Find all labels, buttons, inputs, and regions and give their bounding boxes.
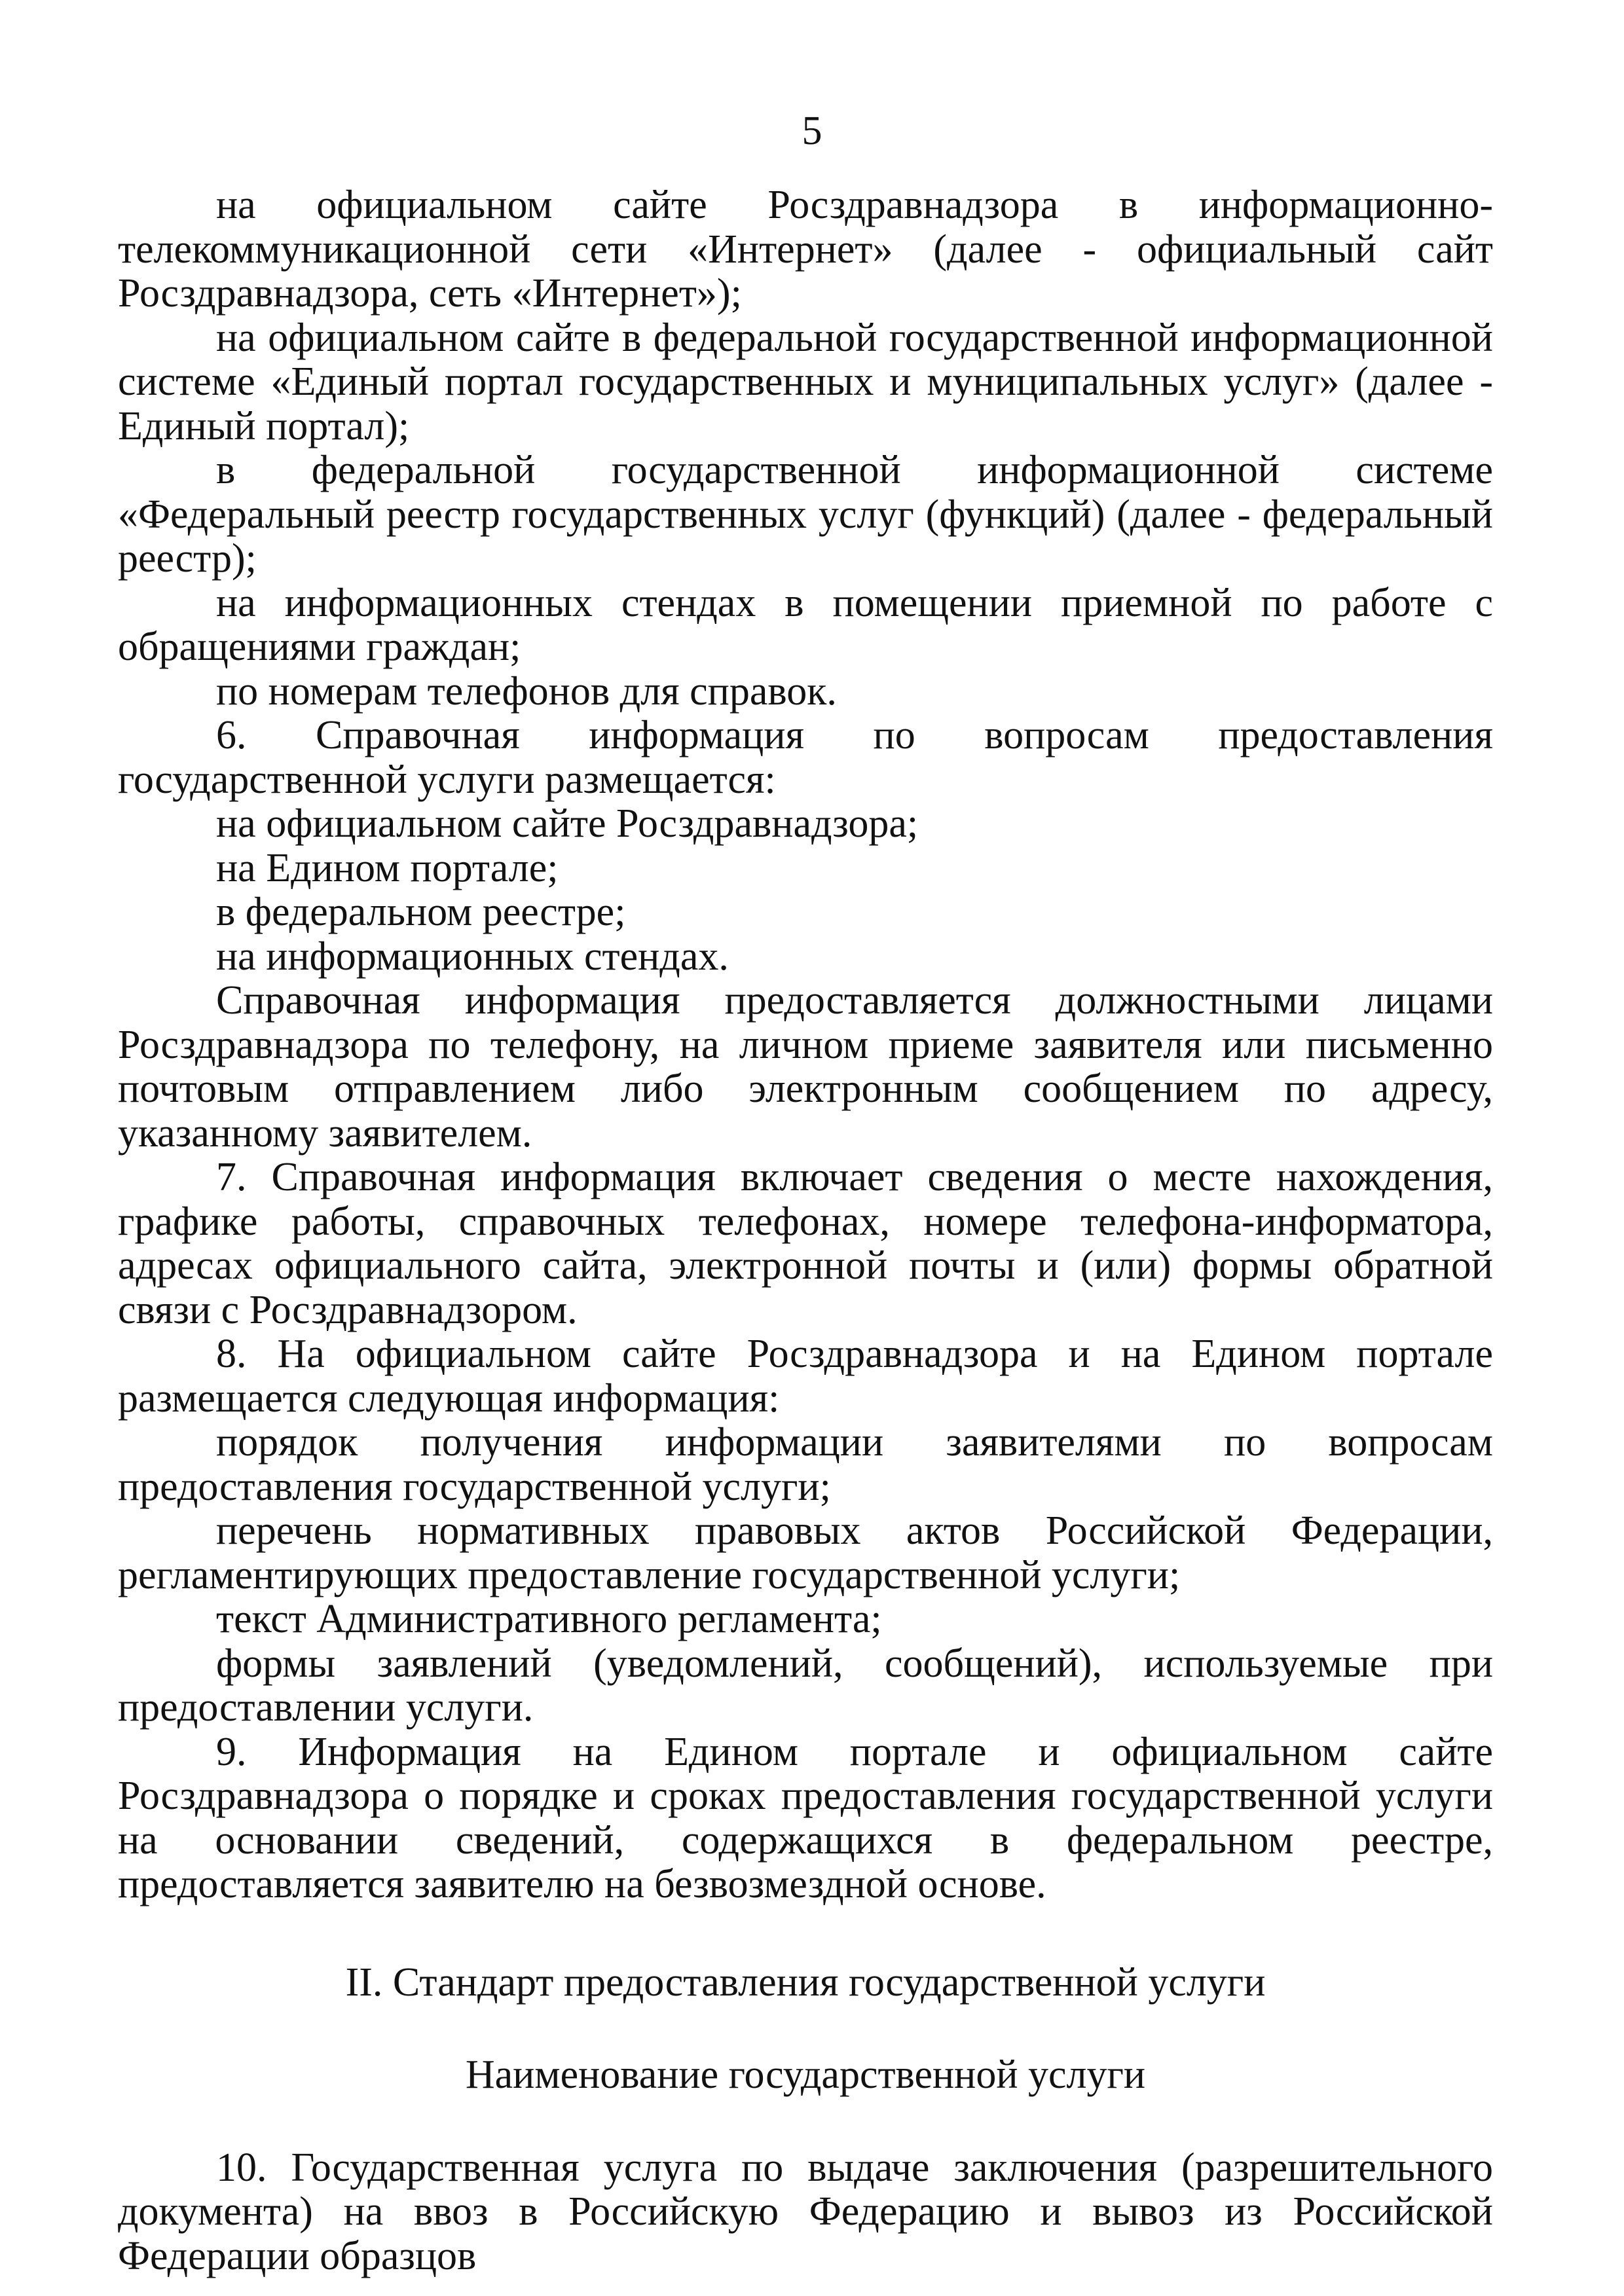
paragraph-6: 6. Справочная информация по вопросам предоставления государственной услуги размещается: <box>118 713 1493 802</box>
list-item-info-stands: на информационных стендах. <box>216 934 729 979</box>
paragraph-reference-info-provided: Справочная информация предоставляется должностными лицами Росздравнадзора по телефону, на личном приеме заявителя или письменно почтовым отправлением либо электронным сообщением по адресу, указанному заявителем. <box>118 978 1493 1156</box>
list-item-legal-acts: перечень нормативных правовых актов Российской Федерации, регламентирующих предоставление государственной услуги; <box>118 1508 1493 1597</box>
paragraph-federal-registry: в федеральной государственной информационной системе «Федеральный реестр государственных услуг (функций) (далее - федеральный реестр); <box>118 448 1493 581</box>
paragraph-7: 7. Справочная информация включает сведения о месте нахождения, графике работы, справочных телефонах, номере телефона-информатора, адресах официального сайта, электронной почты и (или) формы обратной связи с Росздравнадзором. <box>118 1155 1493 1332</box>
list-item-forms: формы заявлений (уведомлений, сообщений), используемые при предоставлении услуги. <box>118 1641 1493 1730</box>
spacer <box>118 1907 1493 1961</box>
paragraph-official-site: на официальном сайте Росздравнадзора в информационно-телекоммуникационной сети «Интернет» (далее - официальный сайт Росздравнадзора, сеть «Интернет»); <box>118 183 1493 316</box>
paragraph-10: 10. Государственная услуга по выдаче заключения (разрешительного документа) на ввоз в Российскую Федерацию и вывоз из Российской Федерации образцов <box>118 2145 1493 2278</box>
list-item-regulation-text: текст Административного регламента; <box>216 1597 882 1641</box>
paragraph-info-stands: на информационных стендах в помещении приемной по работе с обращениями граждан; <box>118 580 1493 669</box>
section-subheading: Наименование государственной услуги <box>465 2052 1146 2097</box>
spacer <box>118 2098 1493 2146</box>
spacer <box>118 2005 1493 2053</box>
list-item-official-site: на официальном сайте Росздравнадзора; <box>216 801 919 846</box>
paragraph-unified-portal: на официальном сайте в федеральной государственной информационной системе «Единый портал государственных и муниципальных услуг» (далее - Единый портал); <box>118 315 1493 448</box>
list-item-procedure: порядок получения информации заявителями по вопросам предоставления государственной услуги; <box>118 1420 1493 1509</box>
list-item-unified-portal: на Едином портале; <box>216 845 559 890</box>
list-item-federal-registry: в федеральном реестре; <box>216 890 626 934</box>
document-body <box>118 183 1493 2278</box>
page-number: 5 <box>802 109 822 153</box>
section-heading: II. Стандарт предоставления государственной услуги <box>345 1959 1266 2005</box>
paragraph-9: 9. Информация на Едином портале и официальном сайте Росздравнадзора о порядке и сроках предоставления государственной услуги на основании сведений, содержащихся в федеральном реестре, предоставляется заявителю на безвозмездной основе. <box>118 1729 1493 1906</box>
paragraph-8: 8. На официальном сайте Росздравнадзора и на Едином портале размещается следующая информация: <box>118 1332 1493 1421</box>
paragraph-phone-numbers: по номерам телефонов для справок. <box>216 668 837 714</box>
